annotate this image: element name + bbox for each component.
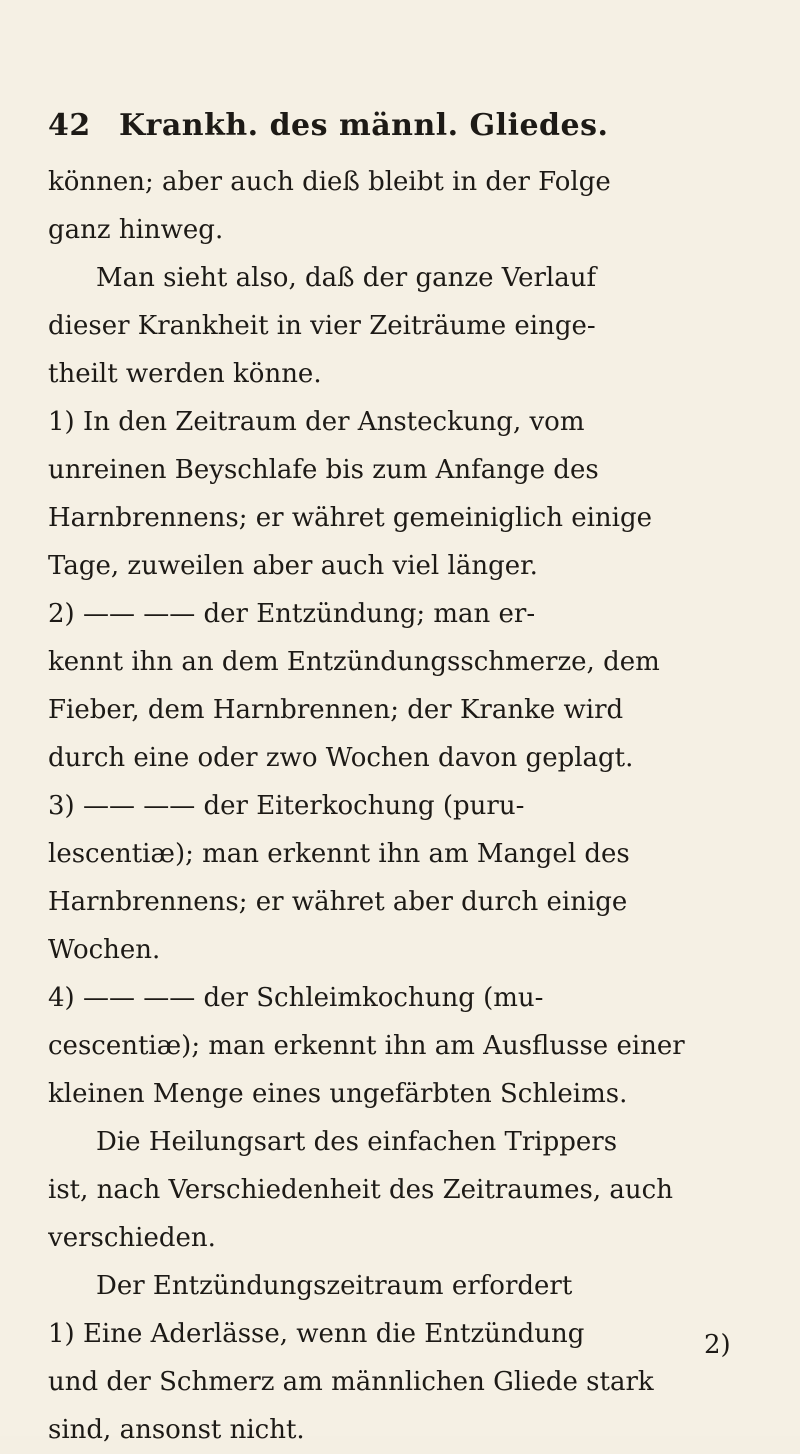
text-line: Man sieht also, daß der ganze Verlauf — [96, 263, 597, 293]
text-line: dieser Krankheit in vier Zeiträume einge- — [48, 311, 596, 341]
text-line: 1) Eine Aderlässe, wenn die Entzündung — [48, 1319, 585, 1349]
text-line: Der Entzündungszeitraum erfordert — [96, 1271, 573, 1301]
text-line: 1) In den Zeitraum der Ansteckung, vom — [48, 407, 585, 437]
body-text — [48, 158, 758, 1454]
page-number: 42 — [48, 108, 91, 143]
text-line: Harnbrennens; er währet aber durch einige — [48, 887, 628, 917]
text-line: sind, ansonst nicht. — [48, 1415, 305, 1445]
running-title: Krankh. des männl. Gliedes. — [118, 108, 609, 143]
catchword: 2) — [704, 1330, 731, 1360]
page-header — [48, 108, 768, 148]
text-line: Harnbrennens; er währet gemeiniglich einige — [48, 503, 652, 533]
text-line: Die Heilungsart des einfachen Trippers — [96, 1127, 618, 1157]
text-line: ist, nach Verschiedenheit des Zeitraumes, auch — [48, 1175, 673, 1205]
text-line: 2) —— —— der Entzündung; man er- — [48, 599, 536, 629]
text-line: verschieden. — [48, 1223, 216, 1253]
text-line: 4) —— —— der Schleimkochung (mu- — [48, 983, 544, 1013]
text-line: durch eine oder zwo Wochen davon geplagt. — [48, 743, 634, 773]
text-line: kleinen Menge eines ungefärbten Schleims. — [48, 1079, 628, 1109]
text-line: und der Schmerz am männlichen Gliede stark — [48, 1367, 654, 1397]
text-line: kennt ihn an dem Entzündungsschmerze, dem — [48, 647, 660, 677]
text-line: 3) —— —— der Eiterkochung (puru- — [48, 791, 525, 821]
text-line: Fieber, dem Harnbrennen; der Kranke wird — [48, 695, 624, 725]
text-line: theilt werden könne. — [48, 359, 322, 389]
text-line: Tage, zuweilen aber auch viel länger. — [48, 551, 538, 581]
text-line: lescentiæ); man erkennt ihn am Mangel des — [48, 839, 630, 869]
text-line: können; aber auch dieß bleibt in der Folge — [48, 167, 611, 197]
text-line: Wochen. — [48, 935, 161, 965]
text-line: unreinen Beyschlafe bis zum Anfange des — [48, 455, 599, 485]
text-line: ganz hinweg. — [48, 215, 224, 245]
text-line: cescentiæ); man erkennt ihn am Ausflusse einer — [48, 1031, 685, 1061]
